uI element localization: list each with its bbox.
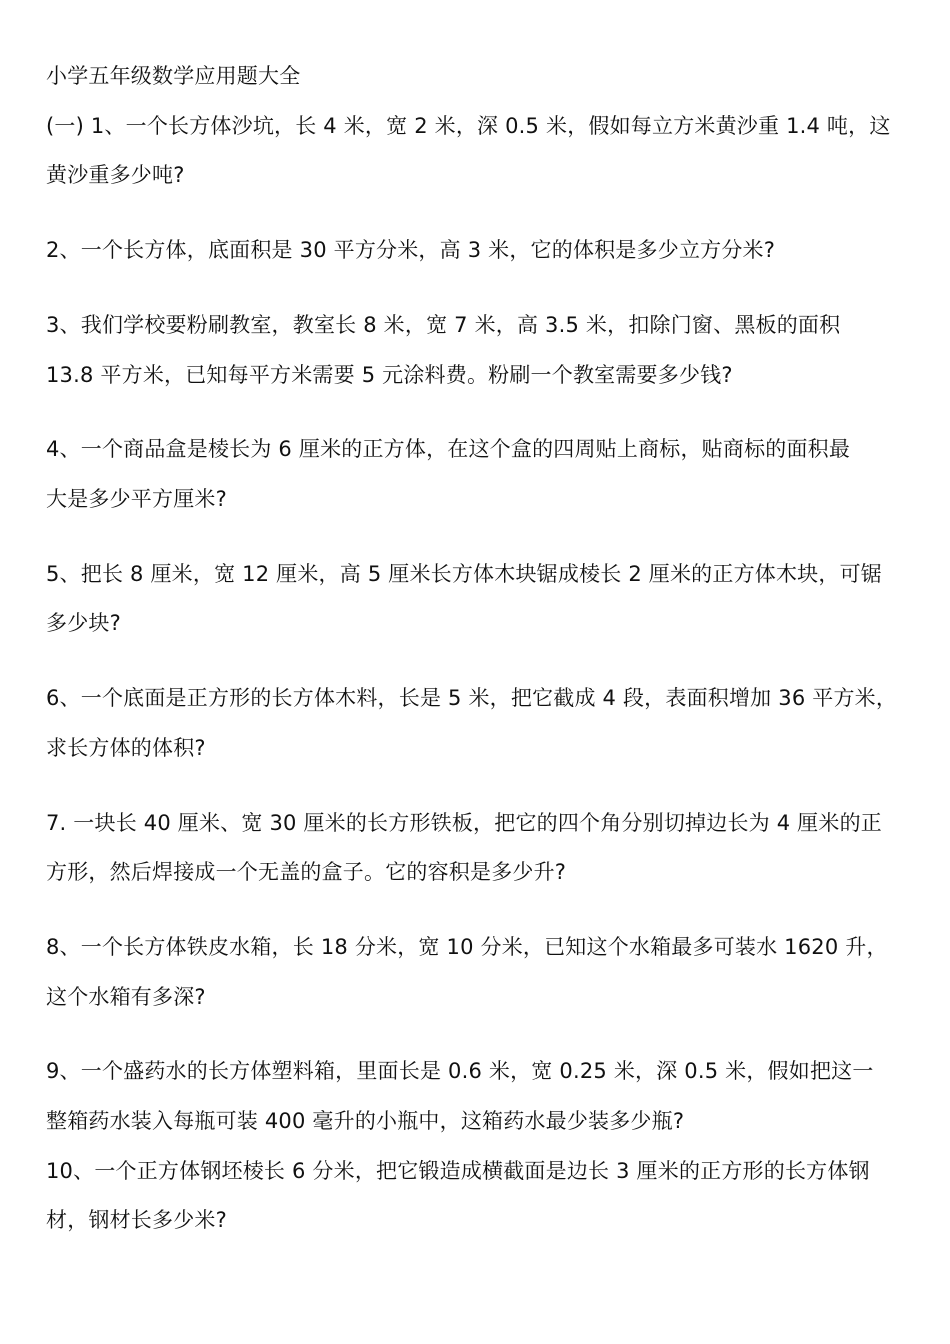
problem-2-line-1: 2、一个长方体，底面积是 30 平方分米，高 3 米，它的体积是多少立方分米?: [46, 238, 776, 262]
problem-4-line-2: 大是多少平方厘米?: [46, 487, 227, 511]
problem-3-line-2: 13.8 平方米，已知每平方米需要 5 元涂料费。粉刷一个教室需要多少钱?: [46, 363, 733, 387]
problem-3-line-1: 3、我们学校要粉刷教室，教室长 8 米，宽 7 米，高 3.5 米，扣除门窗、黑板的面积: [46, 313, 841, 337]
problem-1-line-1: (一) 1、一个长方体沙坑，长 4 米，宽 2 米，深 0.5 米，假如每立方米黄沙重 1.4 吨，这: [46, 114, 891, 138]
problem-9-line-1: 9、一个盛药水的长方体塑料箱，里面长是 0.6 米，宽 0.25 米，深 0.5 米，假如把这一: [46, 1059, 874, 1083]
problem-6-line-2: 求长方体的体积?: [46, 736, 206, 760]
problem-6-line-1: 6、一个底面是正方形的长方体木料，长是 5 米，把它截成 4 段，表面积增加 36 平方米，: [46, 686, 898, 710]
problem-10-line-2: 材，钢材长多少米?: [46, 1208, 227, 1232]
problem-8-line-1: 8、一个长方体铁皮水箱，长 18 分米，宽 10 分米，已知这个水箱最多可装水 1620 升，: [46, 935, 888, 959]
problem-5-line-1: 5、把长 8 厘米，宽 12 厘米，高 5 厘米长方体木块锯成棱长 2 厘米的正方体木块，可锯: [46, 562, 882, 586]
problem-4-line-1: 4、一个商品盒是棱长为 6 厘米的正方体，在这个盒的四周贴上商标，贴商标的面积最: [46, 437, 851, 461]
problem-7-line-2: 方形，然后焊接成一个无盖的盒子。它的容积是多少升?: [46, 860, 567, 884]
problem-9-line-2: 整箱药水装入每瓶可装 400 毫升的小瓶中，这箱药水最少装多少瓶?: [46, 1109, 685, 1133]
problem-1-line-2: 黄沙重多少吨?: [46, 163, 185, 187]
problem-10-line-1: 10、一个正方体钢坯棱长 6 分米，把它锻造成横截面是边长 3 厘米的正方形的长方体钢: [46, 1159, 870, 1183]
problem-7-line-1: 7. 一块长 40 厘米、宽 30 厘米的长方形铁板，把它的四个角分别切掉边长为 4 厘米的正: [46, 811, 882, 835]
problem-8-line-2: 这个水箱有多深?: [46, 985, 206, 1009]
document-title: 小学五年级数学应用题大全: [46, 64, 301, 88]
problem-5-line-2: 多少块?: [46, 611, 121, 635]
